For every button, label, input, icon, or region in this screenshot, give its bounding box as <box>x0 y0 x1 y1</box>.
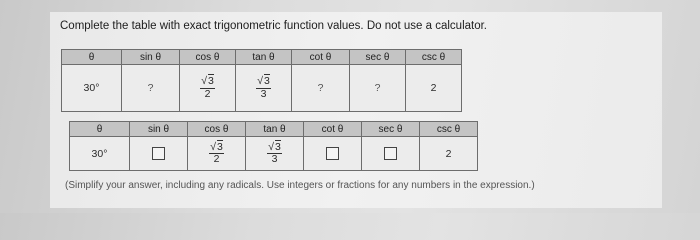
radicand: 3 <box>263 75 270 88</box>
sin-answer-cell <box>130 137 188 171</box>
question-instruction: Complete the table with exact trigonometric function values. Do not use a calculator. <box>60 20 488 32</box>
unknown-mark: ? <box>147 82 154 94</box>
radical-sign: √ <box>210 140 216 153</box>
sin-answer-input[interactable] <box>152 147 165 160</box>
fraction-numerator <box>200 76 215 88</box>
fraction-denominator: 2 <box>204 87 211 100</box>
sec-answer-input[interactable] <box>384 147 397 160</box>
tan-fraction <box>256 76 271 99</box>
table-row <box>70 137 478 171</box>
unknown-mark: ? <box>317 82 324 94</box>
radical-sign: √ <box>201 75 207 88</box>
reference-table <box>61 49 462 112</box>
header-cos: cos θ <box>188 122 246 137</box>
header-csc: csc θ <box>420 122 478 137</box>
tan-value <box>236 65 292 112</box>
header-tan: tan θ <box>246 122 304 137</box>
header-cot: cot θ <box>304 122 362 137</box>
cot-answer-input[interactable] <box>326 147 339 160</box>
cot-value <box>292 65 350 112</box>
cos-value <box>180 65 236 112</box>
fraction-denominator: 3 <box>260 87 267 100</box>
header-sec: sec θ <box>350 50 406 65</box>
theta-value: 30° <box>62 65 122 112</box>
table-header-row <box>62 50 462 65</box>
radicand: 3 <box>274 140 281 153</box>
header-theta: θ <box>70 122 130 137</box>
sec-answer-cell <box>362 137 420 171</box>
unknown-mark: ? <box>374 82 381 94</box>
header-cos: cos θ <box>180 50 236 65</box>
fraction-denominator: 3 <box>271 153 278 165</box>
header-theta: θ <box>62 50 122 65</box>
answer-hint: (Simplify your answer, including any radicals. Use integers or fractions for any numbers in the expression.) <box>65 180 535 191</box>
fraction-numerator <box>256 76 271 88</box>
tan-value <box>246 137 304 171</box>
cos-fraction <box>200 76 215 99</box>
header-csc: csc θ <box>406 50 462 65</box>
radicand: 3 <box>207 75 214 88</box>
radical-sign: √ <box>268 140 274 153</box>
cos-fraction <box>209 142 224 165</box>
sin-value <box>122 65 180 112</box>
header-sin: sin θ <box>130 122 188 137</box>
fraction-denominator: 2 <box>213 153 220 165</box>
table-header-row <box>70 122 478 137</box>
answer-table <box>69 121 478 171</box>
header-tan: tan θ <box>236 50 292 65</box>
header-sin: sin θ <box>122 50 180 65</box>
csc-value: 2 <box>406 65 462 112</box>
cos-value <box>188 137 246 171</box>
header-sec: sec θ <box>362 122 420 137</box>
tan-fraction <box>267 142 282 165</box>
radicand: 3 <box>216 140 223 153</box>
header-cot: cot θ <box>292 50 350 65</box>
table-row <box>62 65 462 112</box>
radical-sign: √ <box>257 75 263 88</box>
theta-value: 30° <box>70 137 130 171</box>
sec-value <box>350 65 406 112</box>
csc-value: 2 <box>420 137 478 171</box>
cot-answer-cell <box>304 137 362 171</box>
